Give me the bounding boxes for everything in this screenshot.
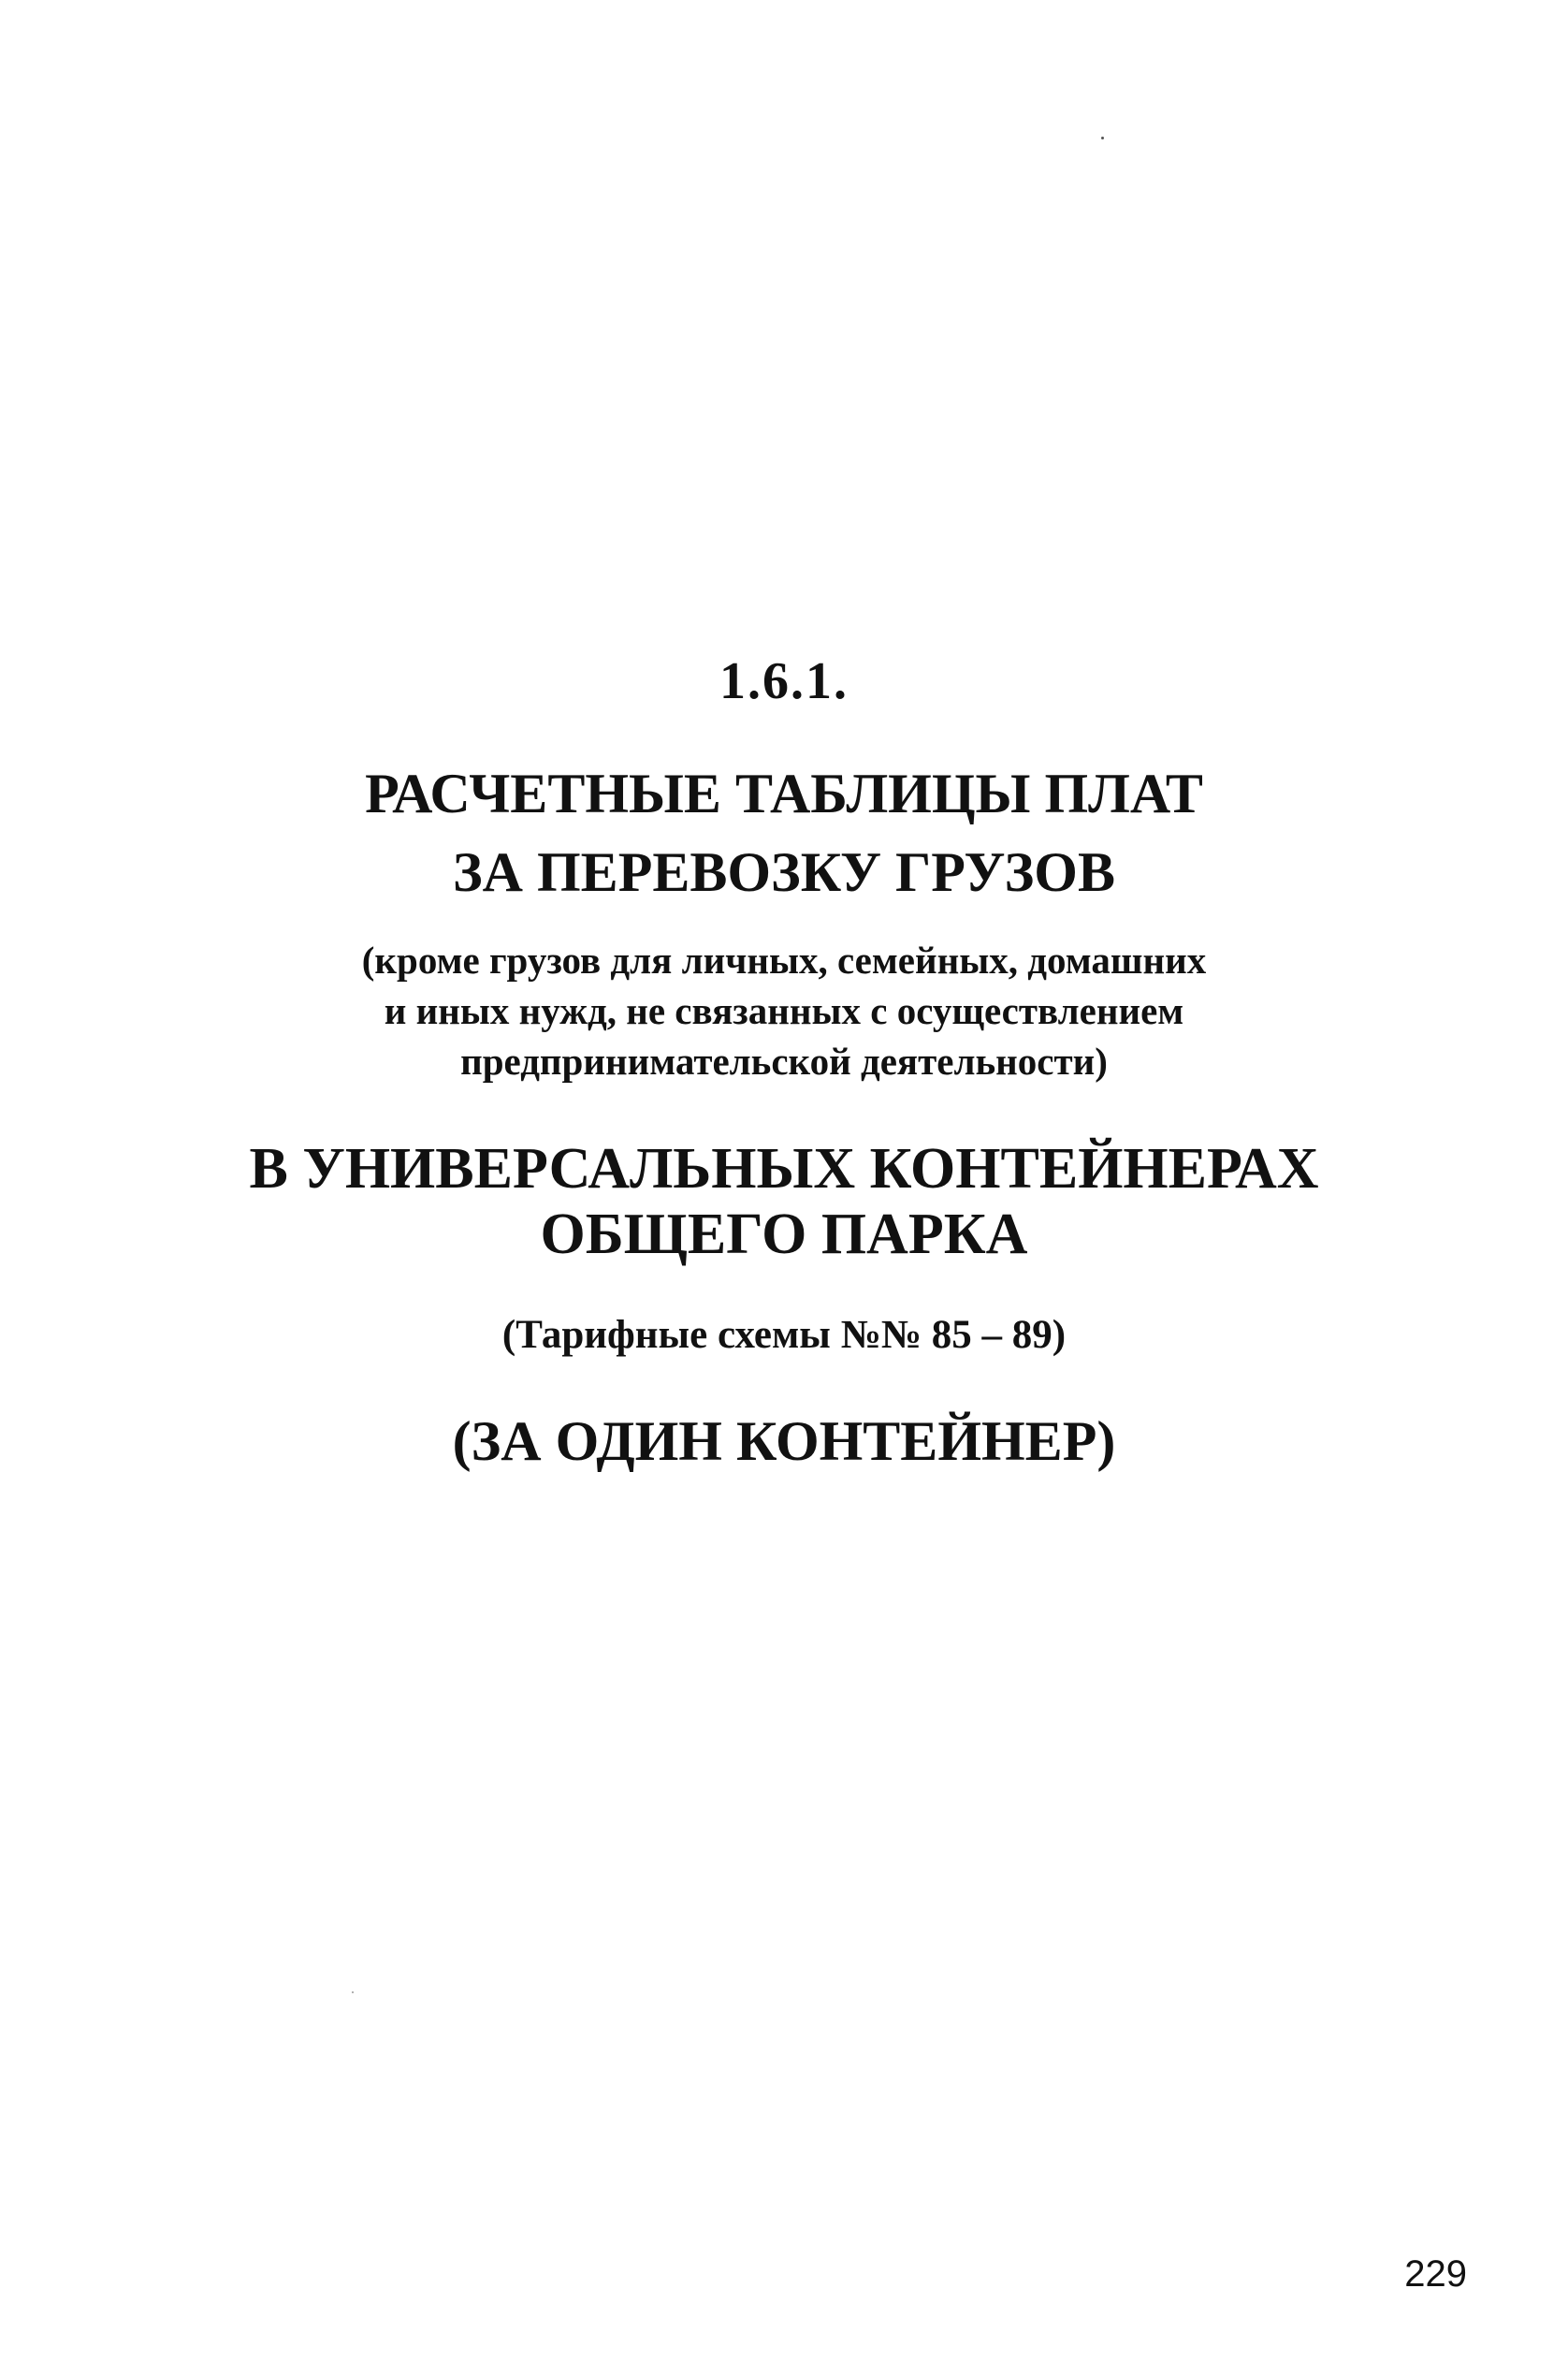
- tariff-schemes: (Тарифные схемы №№ 85 – 89): [501, 1313, 1067, 1357]
- note-line: предпринимательской деятельности): [460, 1040, 1108, 1083]
- heading-line: В УНИВЕРСАЛЬНЫХ КОНТЕЙНЕРАХ: [249, 1137, 1319, 1201]
- heading-line: ОБЩЕГО ПАРКА: [540, 1203, 1028, 1266]
- page-number: 229: [1404, 2253, 1467, 2295]
- title-line: ЗА ПЕРЕВОЗКУ ГРУЗОВ: [453, 841, 1115, 903]
- section-number: 1.6.1.: [719, 652, 849, 710]
- title-line: РАСЧЕТНЫЕ ТАБЛИЦЫ ПЛАТ: [365, 763, 1203, 824]
- note-line: (кроме грузов для личных, семейных, домашних: [361, 939, 1207, 982]
- scan-speck: [352, 1991, 354, 1993]
- per-container-heading: (ЗА ОДИН КОНТЕЙНЕР): [452, 1410, 1116, 1472]
- scan-speck: [1101, 137, 1104, 139]
- note-line: и иных нужд, не связанных с осуществлением: [384, 989, 1184, 1032]
